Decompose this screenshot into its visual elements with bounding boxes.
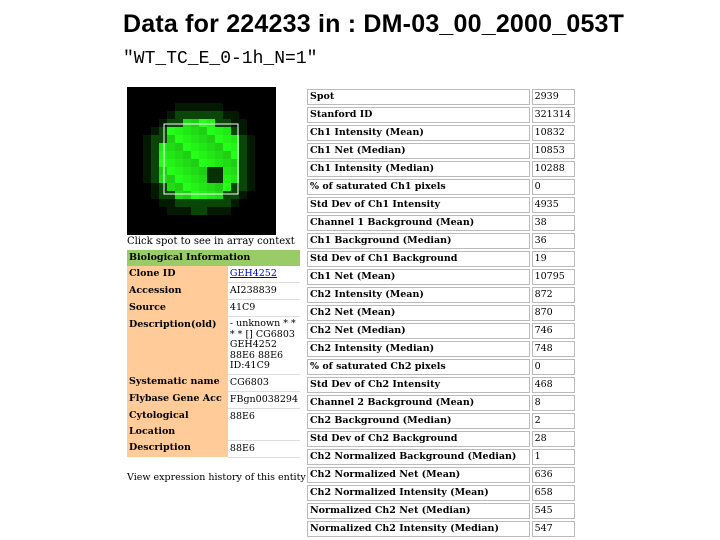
stats-row [307,251,575,267]
stats-row [307,179,575,195]
stat-label: Ch1 Intensity (Mean) [307,125,530,141]
stats-row [307,377,575,393]
stat-label: Std Dev of Ch2 Background [307,431,530,447]
bio-key: Flybase Gene Acc [127,391,228,408]
stat-value: 2939 [532,89,575,105]
stat-value: 36 [532,233,575,249]
stat-value: 321314 [532,107,575,123]
stats-row [307,431,575,447]
stats-row [307,467,575,483]
bio-row [127,283,300,300]
stat-label: Stanford ID [307,107,530,123]
bio-key: Description(old) [127,317,228,375]
bio-row [127,317,300,375]
bio-value: AI238839 [228,283,300,300]
stat-label: Ch2 Net (Mean) [307,305,530,321]
bio-key: Description [127,440,228,457]
stat-label: Ch2 Background (Median) [307,413,530,429]
spot-stats-table [305,87,577,539]
stat-value: 28 [532,431,575,447]
stats-row [307,359,575,375]
stat-label: Std Dev of Ch2 Intensity [307,377,530,393]
stat-value: 4935 [532,197,575,213]
bio-key: Clone ID [127,266,228,283]
bio-row [127,374,300,391]
bio-row [127,440,300,457]
bio-value-line: - unknown * * [229,318,296,329]
stat-value: 870 [532,305,575,321]
stat-value: 38 [532,215,575,231]
biological-info-table [127,250,300,458]
stats-row [307,449,575,465]
stat-value: 10853 [532,143,575,159]
click-spot-link[interactable]: Click spot to see in array context [127,236,295,247]
bio-value-line: ID:41C9 [229,360,270,371]
stats-row [307,233,575,249]
bio-value-line: 88E6 88E6 [229,349,284,361]
page-title: Data for 224233 in : DM-03_00_2000_053T [123,10,625,38]
stat-label: Ch2 Intensity (Median) [307,341,530,357]
stat-label: Ch2 Intensity (Mean) [307,287,530,303]
stats-row [307,485,575,501]
stat-label: Ch2 Normalized Net (Mean) [307,467,530,483]
bio-value-line: GEH4252 [229,339,277,350]
bio-value: FBgn0038294 [228,391,300,408]
stat-label: Ch2 Normalized Background (Median) [307,449,530,465]
stat-value: 746 [532,323,575,339]
stat-label: % of saturated Ch2 pixels [307,359,530,375]
bio-key: Systematic name [127,374,228,391]
stats-row [307,287,575,303]
stat-value: 1 [532,449,575,465]
stat-value: 547 [532,521,575,537]
stats-row [307,521,575,537]
bio-value: 41C9 [228,300,300,317]
stat-value: 10795 [532,269,575,285]
experiment-subtitle: "WT_TC_E_0-1h_N=1" [123,49,318,69]
stats-row [307,89,575,105]
stats-row [307,125,575,141]
bio-value: 88E6 [228,440,300,457]
stat-label: Ch1 Intensity (Median) [307,161,530,177]
stat-label: Ch1 Net (Mean) [307,269,530,285]
stat-value: 19 [532,251,575,267]
stats-row [307,503,575,519]
view-expression-history-link[interactable]: View expression history of this entity [127,472,306,483]
stat-label: Channel 2 Background (Mean) [307,395,530,411]
stat-label: Normalized Ch2 Net (Median) [307,503,530,519]
bio-row [127,391,300,408]
stat-label: Std Dev of Ch1 Intensity [307,197,530,213]
stat-value: 10832 [532,125,575,141]
stats-row [307,161,575,177]
stats-row [307,143,575,159]
stat-label: Normalized Ch2 Intensity (Median) [307,521,530,537]
bio-row [127,300,300,317]
bio-key: Source [127,300,228,317]
bio-row [127,266,300,283]
spot-image[interactable] [127,87,276,235]
stat-value: 748 [532,341,575,357]
stat-value: 658 [532,485,575,501]
bio-value: 88E6 [228,408,300,440]
stat-value: 468 [532,377,575,393]
stat-value: 8 [532,395,575,411]
clone-id-link[interactable]: GEH4252 [228,266,300,283]
stat-value: 872 [532,287,575,303]
bio-value: CG6803 [228,374,300,391]
stats-row [307,341,575,357]
bio-value [228,317,300,375]
stat-label: Ch2 Net (Median) [307,323,530,339]
stat-value: 545 [532,503,575,519]
stats-row [307,395,575,411]
stats-row [307,305,575,321]
bio-row [127,408,300,440]
stat-value: 10288 [532,161,575,177]
bio-header: Biological Information [127,250,300,266]
stats-row [307,215,575,231]
stat-label: % of saturated Ch1 pixels [307,179,530,195]
bio-value-line: * * [] CG6803 [229,328,295,340]
stat-label: Channel 1 Background (Mean) [307,215,530,231]
bio-key: Accession [127,283,228,300]
stat-value: 2 [532,413,575,429]
stats-row [307,269,575,285]
stats-row [307,413,575,429]
bio-key: Cytological Location [127,408,228,440]
stat-label: Ch2 Normalized Intensity (Mean) [307,485,530,501]
stat-label: Spot [307,89,530,105]
stat-value: 636 [532,467,575,483]
stats-row [307,107,575,123]
stats-row [307,323,575,339]
stat-label: Ch1 Background (Median) [307,233,530,249]
stat-value: 0 [532,179,575,195]
stats-row [307,197,575,213]
stat-value: 0 [532,359,575,375]
stat-label: Ch1 Net (Median) [307,143,530,159]
stat-label: Std Dev of Ch1 Background [307,251,530,267]
